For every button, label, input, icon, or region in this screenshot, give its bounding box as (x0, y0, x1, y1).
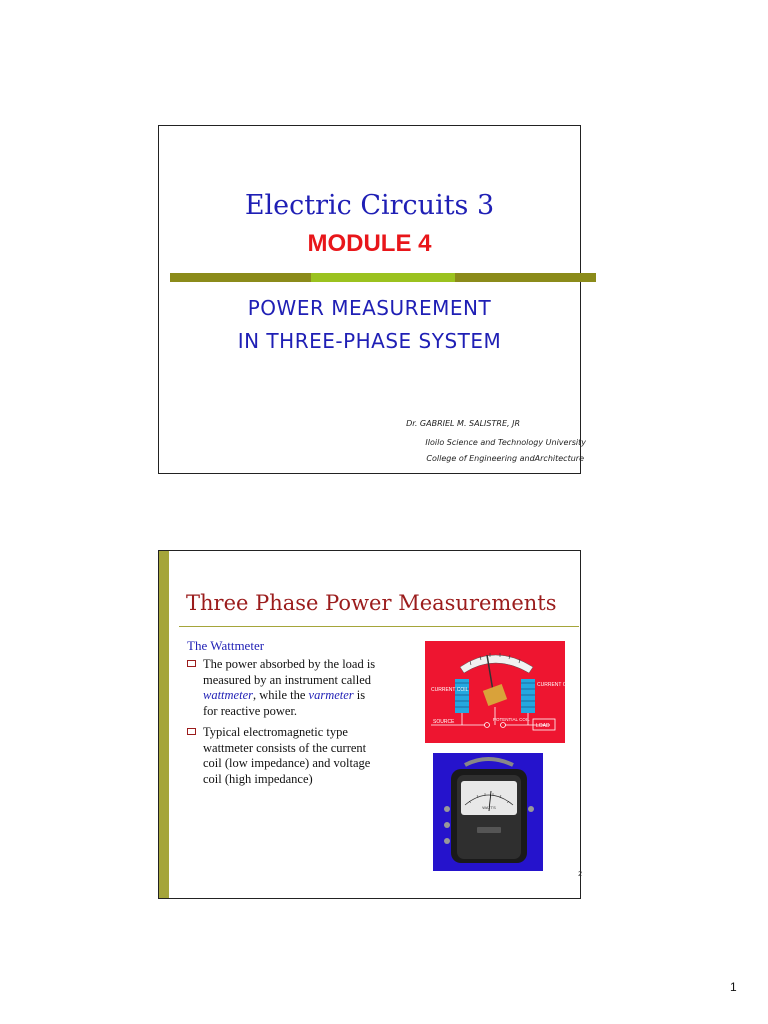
subtitle-line-2: IN THREE-PHASE SYSTEM (237, 329, 502, 353)
meter-label: WATTS (482, 805, 496, 810)
author-name: Dr. GABRIEL M. SALISTRE, JR (406, 419, 520, 428)
slide-page-number: 2 (578, 871, 582, 878)
bullet-item: Typical electromagnetic type wattmeter consists of the current coil (low impedance) and voltage coil (high impedance) (187, 725, 377, 787)
wattmeter-diagram (425, 641, 575, 743)
course-title: Electric Circuits 3 (244, 190, 495, 221)
wattmeter-photo (433, 753, 543, 871)
current-coil-left-label: CURRENT COIL (431, 687, 469, 693)
source-label: SOURCE (433, 719, 455, 725)
title-rule (179, 626, 579, 627)
bullet-list (187, 657, 377, 793)
wattmeter-device-graphic (433, 753, 543, 871)
load-label: LOAD (536, 723, 550, 729)
square-bullet-icon (187, 660, 196, 667)
divider-bar (170, 273, 596, 282)
wattmeter-diagram-graphic (425, 641, 575, 743)
current-coil-right-label: CURRENT COIL (537, 682, 575, 688)
subtitle-line-1: POWER MEASUREMENT (247, 296, 492, 320)
document-page-number: 1 (730, 980, 737, 994)
content-slide (158, 550, 581, 899)
bullet-item: The power absorbed by the load is measured by an instrument called wattmeter, while the varmeter is for reactive power. (187, 657, 377, 719)
slide-title: Three Phase Power Measurements (186, 591, 557, 615)
accent-bar (159, 551, 169, 898)
college-name: College of Engineering andArchitecture (426, 454, 584, 463)
square-bullet-icon (187, 728, 196, 735)
section-heading: The Wattmeter (187, 638, 265, 653)
title-slide (158, 125, 586, 474)
module-label: MODULE 4 (307, 230, 432, 257)
university-name: Iloilo Science and Technology University (425, 438, 586, 447)
potential-coil-label: POTENTIAL COIL (493, 717, 530, 722)
